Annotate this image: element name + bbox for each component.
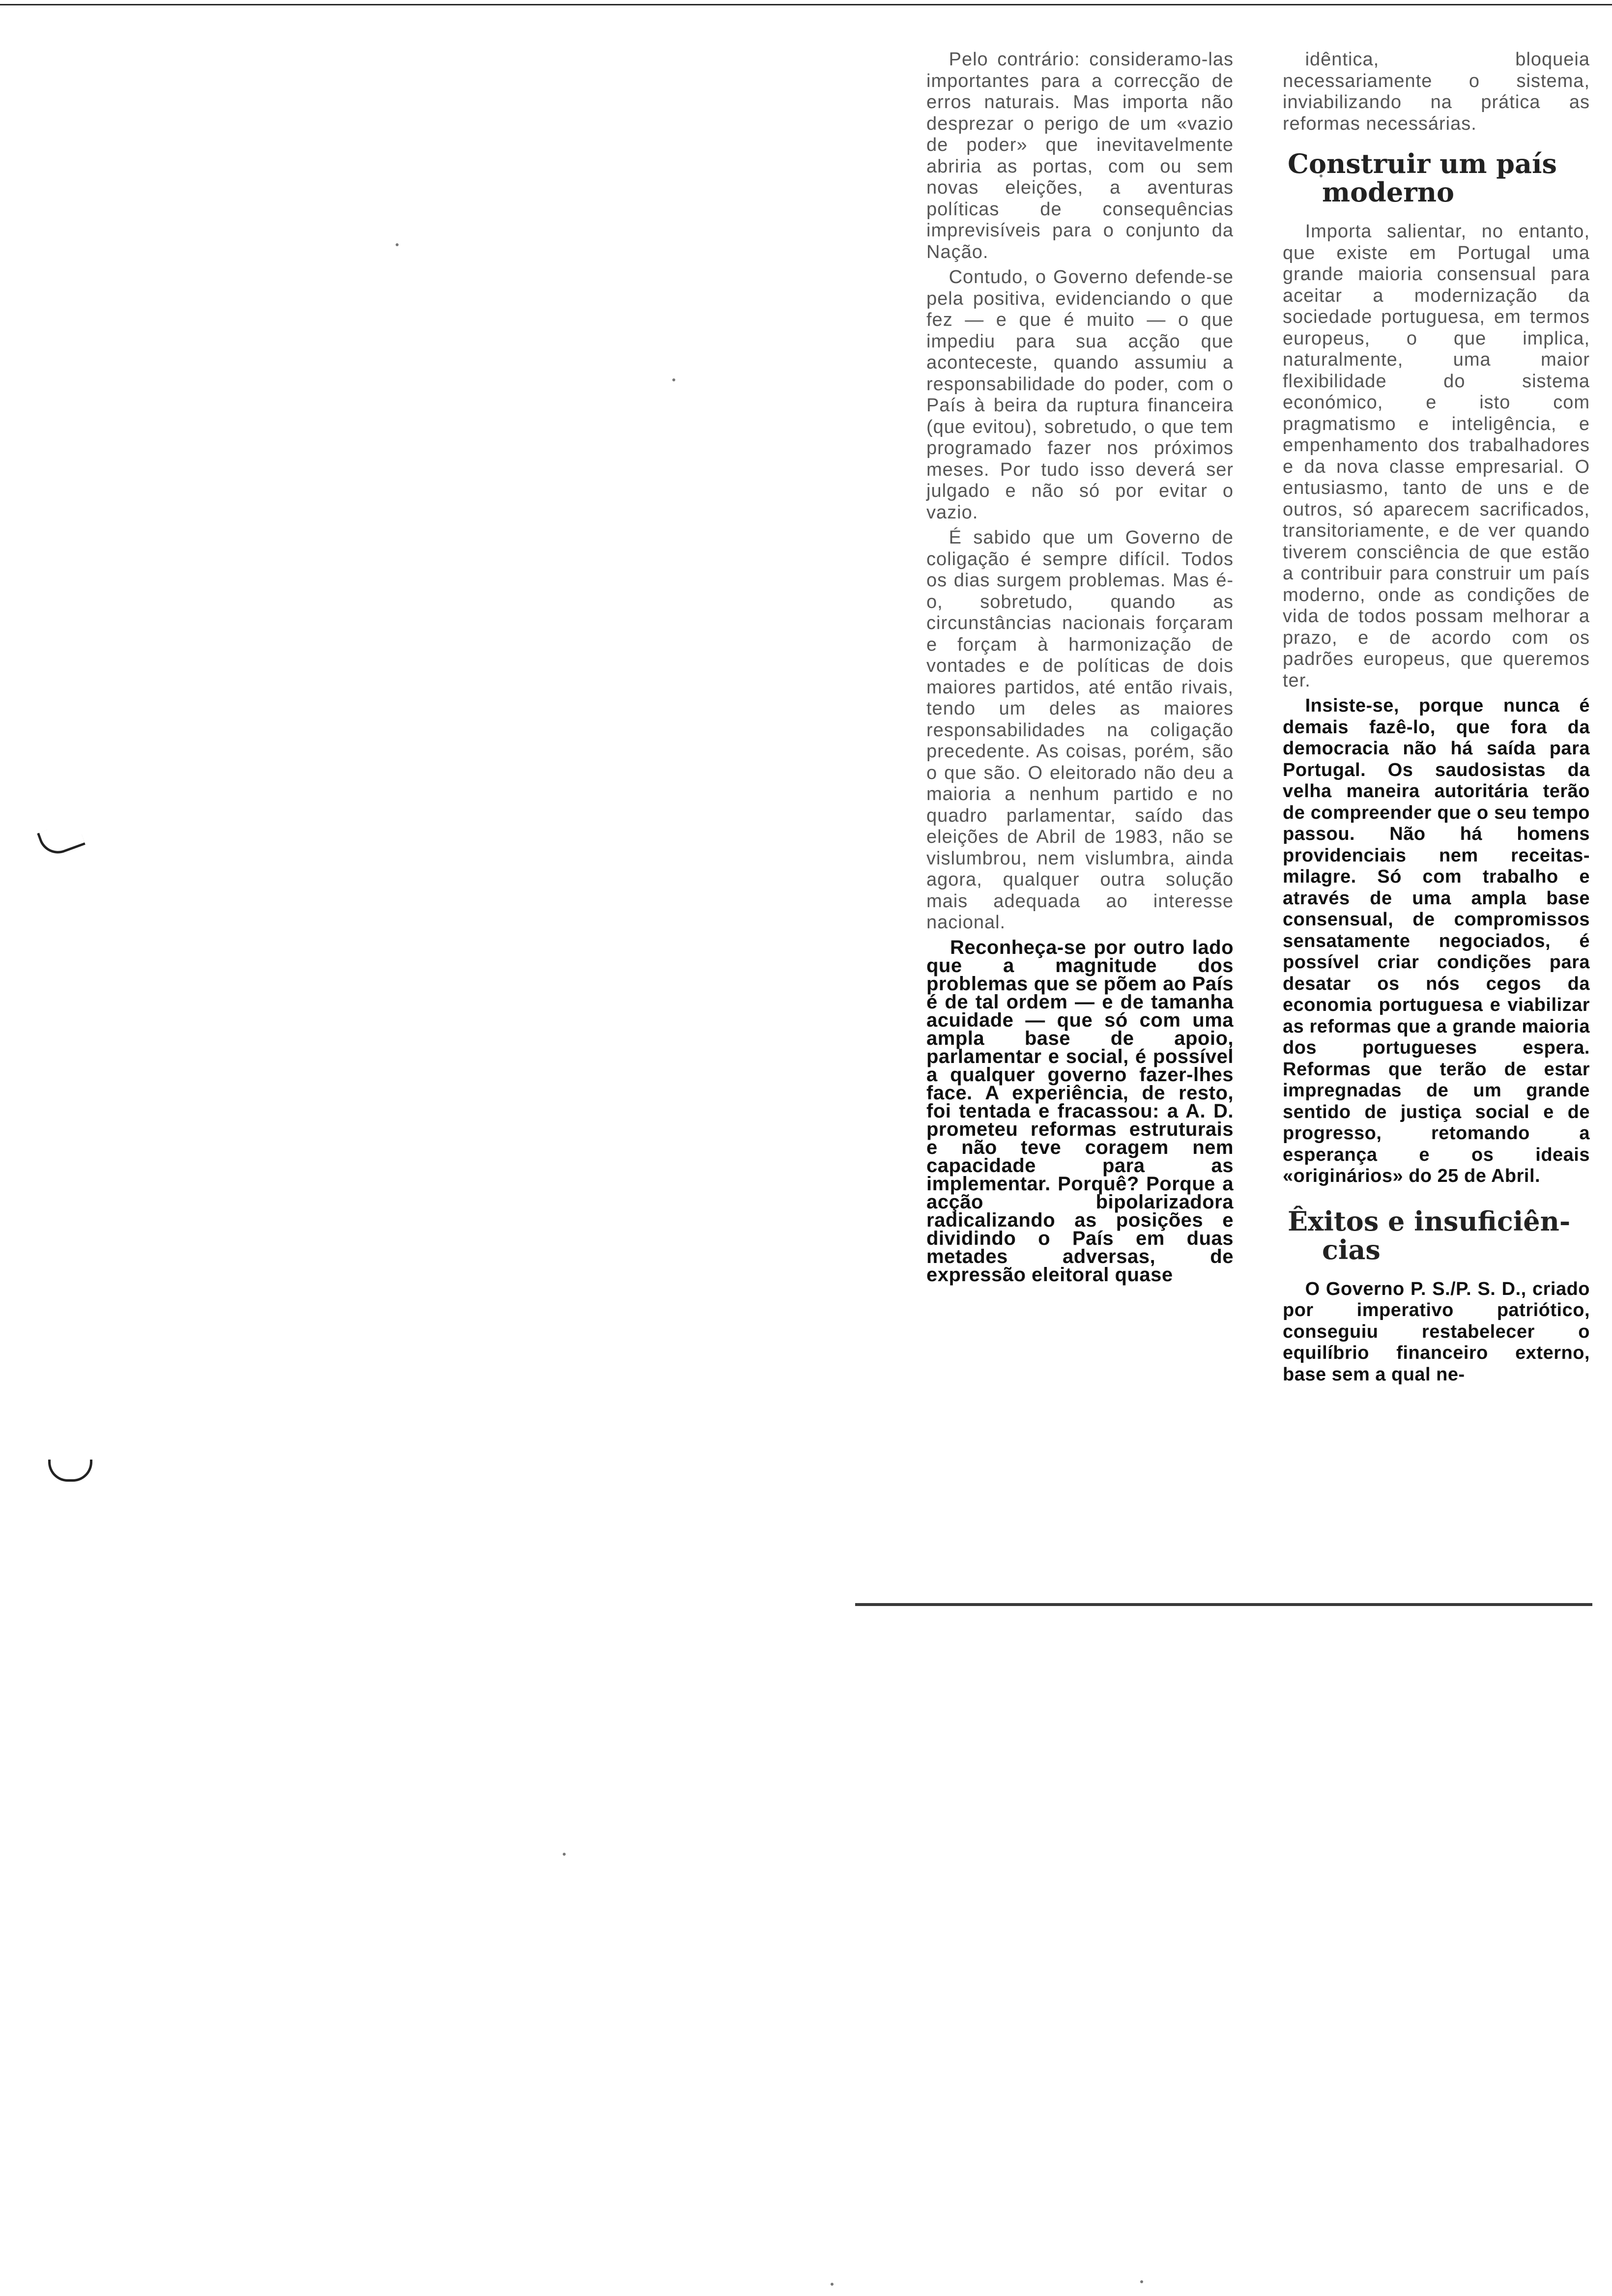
article-column-1 xyxy=(926,49,1234,1284)
scan-speck xyxy=(831,2283,834,2286)
section-heading-line: cias xyxy=(1322,1234,1381,1265)
paragraph: Contudo, o Governo defende-se pela positiva, evidenciando o que fez — e que é muito — o que impediu para sua acção que aconteceste, quando assumiu a responsabilidade do poder, com o País à beira da ruptura financeira (que evitou), sobretudo, o que tem programado fazer nos próximos meses. Por tudo isso deverá ser julgado e não só por evitar o vazio. xyxy=(926,267,1234,523)
scan-speck xyxy=(563,1853,566,1856)
scan-speck xyxy=(396,243,399,246)
scan-speck xyxy=(672,378,675,381)
scan-speck xyxy=(1140,2280,1143,2283)
paragraph: É sabido que um Governo de coligação é sempre difícil. Todos os dias surgem problemas. Mas é-o, sobretudo, quando as circunstâncias nacionais forçaram e forçam à harmonização de vontades e de políticas de dois maiores partidos, até então rivais, tendo um deles as maiores responsabilidades na coligação precedente. As coisas, porém, são o que são. O eleitorado não deu a maioria a nenhum partido e no quadro parlamentar, saído das eleições de Abril de 1983, não se vislumbrou, nem vislumbra, ainda agora, qualquer outra solução mais adequada ao interesse nacional. xyxy=(926,527,1234,933)
paragraph: Importa salientar, no entanto, que existe em Portugal uma grande maioria consensual para aceitar a modernização da sociedade portuguesa, em termos europeus, o que implica, naturalmente, uma maior flexibilidade do sistema económico, e isto com pragmatismo e inteligência, e empenhamento dos trabalhadores e da nova classe empresarial. O entusiasmo, tanto de uns e de outros, só aparecem sacrificados, transitoriamente, e de ver quando tiverem consciência de que estão a contribuir para construir um país moderno, onde as condições de vida de todos possam melhorar a prazo, e de acordo com os padrões europeus, que queremos ter. xyxy=(1283,221,1590,691)
margin-pen-mark xyxy=(48,1460,92,1482)
section-heading-line: moderno xyxy=(1322,176,1454,208)
paragraph: Insiste-se, porque nunca é demais fazê-lo, que fora da democracia não há saída para Portugal. Os saudosistas da velha maneira autoritária terão de compreender que o seu tempo passou. Não há homens providenciais nem receitas-milagre. Só com trabalho e através de uma ampla base consensual, de compromissos sensatamente negociados, é possível criar condições para desatar os nós cegos da economia portuguesa e viabilizar as reformas que a grande maioria dos portugueses espera. Reformas que terão de estar impregnadas de um grande sentido de justiça social e de progresso, retomando a esperança e os ideais «originários» do 25 de Abril. xyxy=(1283,695,1590,1186)
paragraph: O Governo P. S./P. S. D., criado por imperativo patriótico, conseguiu restabelecer o equilíbrio financeiro externo, base sem a qual ne- xyxy=(1283,1278,1590,1385)
section-heading xyxy=(1288,149,1590,206)
section-heading-line: Construir um país xyxy=(1288,148,1557,179)
section-heading-line: Êxitos e insuficiên- xyxy=(1288,1205,1571,1237)
paragraph: idêntica, bloqueia necessariamente o sistema, inviabilizando na prática as reformas necessárias. xyxy=(1283,49,1590,134)
clipping-bottom-edge xyxy=(855,1603,1592,1606)
section-heading xyxy=(1288,1207,1590,1264)
margin-pen-mark xyxy=(37,819,86,859)
paragraph: Reconheça-se por outro lado que a magnitude dos problemas que se põem ao País é de tal ordem — e de tamanha acuidade — que só com uma ampla base de apoio, parlamentar e social, é possível a qualquer governo fazer-lhes face. A experiência, de resto, foi tentada e fracassou: a A. D. prometeu reformas estruturais e não teve coragem nem capacidade para as implementar. Porquê? Porque a acção bipolarizadora radicalizando as posições e dividindo o País em duas metades adversas, de expressão eleitoral quase xyxy=(926,936,1234,1286)
paragraph: Pelo contrário: consideramo-las importantes para a correcção de erros naturais. Mas importa não desprezar o perigo de um «vazio de poder» que inevitavelmente abriria as portas, com ou sem novas eleições, a aventuras políticas de consequências imprevisíveis para o conjunto da Nação. xyxy=(926,49,1234,262)
article-column-2 xyxy=(1283,49,1590,1385)
top-border-line xyxy=(0,4,1612,5)
